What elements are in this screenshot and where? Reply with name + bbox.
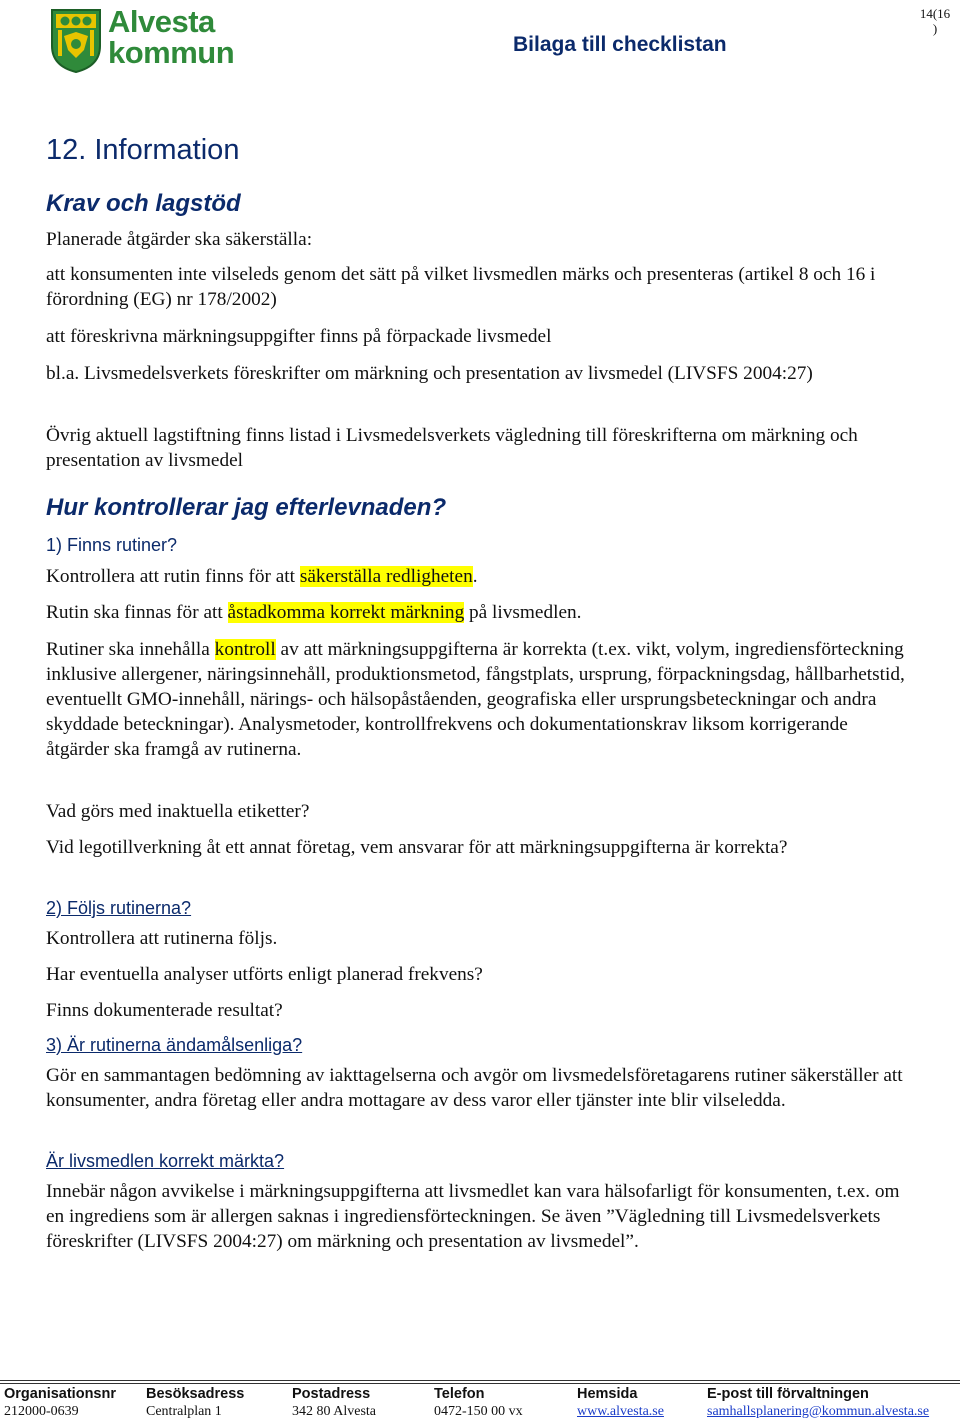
coat-of-arms-icon <box>50 6 102 74</box>
q2-paragraph-3: Finns dokumenterade resultat? <box>46 1000 283 1021</box>
municipality-logo <box>50 6 240 76</box>
footer-post-label: Postadress <box>292 1386 371 1402</box>
question-3-heading: 3) Är rutinerna ändamålsenliga? <box>46 1035 303 1055</box>
page-number <box>916 6 954 36</box>
highlight-korrekt-markning: åstadkomma korrekt märkning <box>227 602 465 623</box>
logo-line-1: Alvesta <box>108 4 215 39</box>
q1-paragraph-3 <box>46 637 906 762</box>
q2-paragraph-2: Har eventuella analyser utförts enligt planerad frekvens? <box>46 964 483 985</box>
q1-paragraph-1 <box>46 564 906 589</box>
footer-web-label: Hemsida <box>577 1386 638 1402</box>
footer-visit-value: Centralplan 1 <box>146 1404 222 1419</box>
krav-intro: Planerade åtgärder ska säkerställa: <box>46 229 313 250</box>
section-heading: 12. Information <box>46 134 240 166</box>
footer-post-value: 342 80 Alvesta <box>292 1404 376 1419</box>
krav-paragraph-4: Övrig aktuell lagstiftning finns listad i Livsmedelsverkets vägledning till föreskrifterna om märkning och presentation av livsmedel <box>46 425 858 471</box>
krav-heading: Krav och lagstöd <box>46 190 241 217</box>
question-1-heading: 1) Finns rutiner? <box>46 535 178 555</box>
page-number-close: ) <box>932 21 938 36</box>
highlight-kontroll: kontroll <box>214 639 276 660</box>
footer-org-label: Organisationsnr <box>4 1386 116 1402</box>
q1-p1-text: Kontrollera att rutin finns för att <box>46 566 300 587</box>
highlight-redligheten: säkerställa redligheten <box>299 566 473 587</box>
footer-email-label: E-post till förvaltningen <box>707 1386 869 1402</box>
footer-org-value: 212000-0639 <box>4 1404 79 1419</box>
q1-p2-end: på livsmedlen. <box>464 602 582 623</box>
q1-p1-end: . <box>472 566 478 587</box>
logo-wordmark <box>108 6 234 68</box>
krav-paragraph-1: att konsumenten inte vilseleds genom det sätt på vilket livsmedlen märks och presenteras (artikel 8 och 16 i förordning (EG) nr 178/2002) <box>46 264 876 310</box>
q1-p3-text: Rutiner ska innehålla <box>46 639 215 660</box>
q3-paragraph-1: Gör en sammantagen bedömning av iakttagelserna och avgör om livsmedelsföretagarens rutiner säkerställer att konsumenter, andra företag eller andra mottagare av dess varor eller tjänster inte blir vilseledda. <box>46 1065 903 1111</box>
page-number-main: 14(16 <box>919 6 951 21</box>
q1-p2-text: Rutin ska finnas för att <box>46 602 228 623</box>
footer-web-link[interactable]: www.alvesta.se <box>577 1404 664 1419</box>
document-title: Bilaga till checklistan <box>513 33 727 56</box>
q4-paragraph-1: Innebär någon avvikelse i märkningsuppgifterna att livsmedlet kan vara hälsofarligt för konsumenten, t.ex. om en ingrediens som är allergen saknas i ingrediensförteckningen. Se även ”Vägledning till Livsmedelsverkets föreskrifter (LIVSFS 2004:27) om märkning och presentation av livsmedel”. <box>46 1181 900 1252</box>
krav-paragraph-2: att föreskrivna märkningsuppgifter finns på förpackade livsmedel <box>46 326 552 347</box>
question-4-heading: Är livsmedlen korrekt märkta? <box>46 1151 285 1171</box>
q1-paragraph-2 <box>46 600 906 625</box>
q1-p3-end: av att märkningsuppgifterna är korrekta (t.ex. vikt, volym, ingrediensförteckning inklusive allergener, näringsinnehåll, produktionsmetod, fångstplats, ursprung, förpackningsdag, hållbarhetstid, eventuellt GMO-innehåll, närings- och hälsopåståenden, geografiska eller ursprungsbeteckningar och andra skyddade beteckningar). Analysmetoder, kontrollfrekvens och dokumentationskrav liksom korrigerande åtgärder ska framgå av rutinerna. <box>46 639 905 760</box>
footer-phone-label: Telefon <box>434 1386 485 1402</box>
footer-divider <box>0 1380 960 1384</box>
q1-paragraph-4: Vad görs med inaktuella etiketter? <box>46 801 310 822</box>
footer-visit-label: Besöksadress <box>146 1386 245 1402</box>
krav-paragraph-3: bl.a. Livsmedelsverkets föreskrifter om märkning och presentation av livsmedel (LIVSFS 2004:27) <box>46 363 813 384</box>
footer-email-link[interactable]: samhallsplanering@kommun.alvesta.se <box>707 1404 930 1419</box>
logo-line-2: kommun <box>108 35 235 70</box>
question-2-heading: 2) Följs rutinerna? <box>46 898 192 918</box>
footer-phone-value: 0472-150 00 vx <box>434 1404 523 1419</box>
hur-heading: Hur kontrollerar jag efterlevnaden? <box>46 494 447 521</box>
q2-paragraph-1: Kontrollera att rutinerna följs. <box>46 928 278 949</box>
q1-paragraph-5: Vid legotillverkning åt ett annat företag, vem ansvarar för att märkningsuppgifterna är korrekta? <box>46 837 788 858</box>
